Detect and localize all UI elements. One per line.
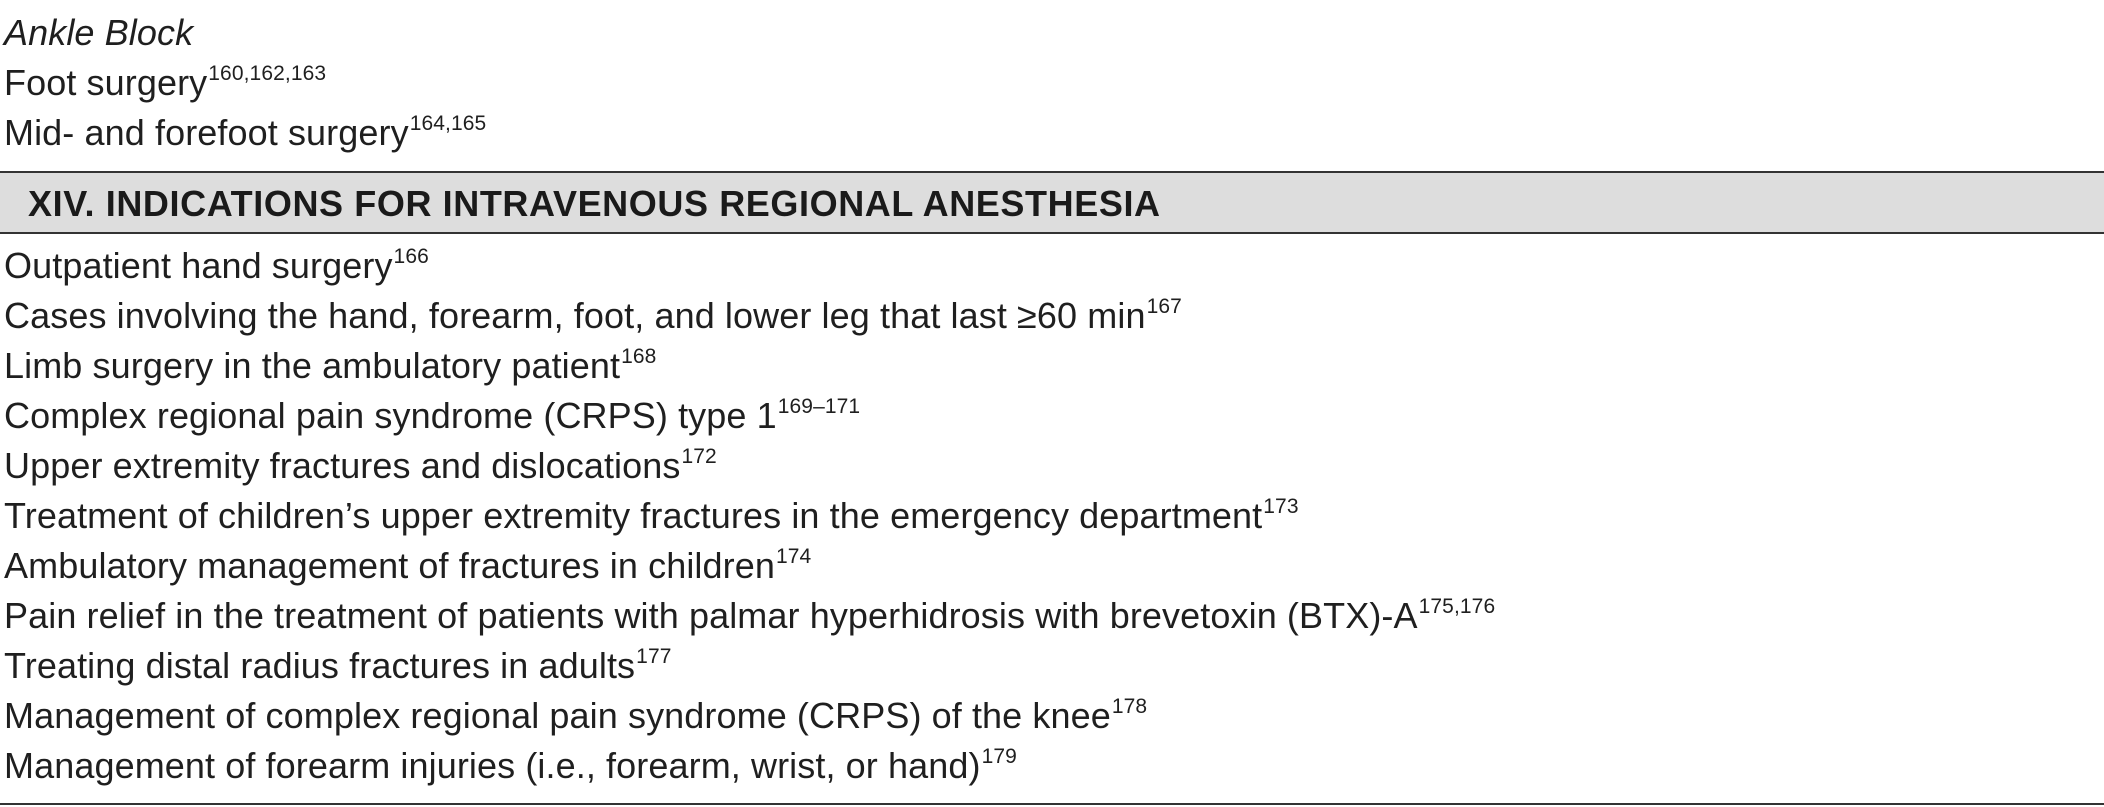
reference-superscript: 167 xyxy=(1146,295,1182,318)
list-item xyxy=(4,58,326,108)
list-item xyxy=(4,108,486,158)
reference-superscript: 173 xyxy=(1263,495,1299,518)
list-item-text: Foot surgery xyxy=(4,62,208,103)
subsection-heading-ankle-block xyxy=(4,8,193,58)
list-item xyxy=(4,341,656,391)
reference-superscript: 175,176 xyxy=(1418,595,1496,618)
reference-superscript: 169–171 xyxy=(777,395,861,418)
list-item xyxy=(4,391,860,441)
list-item xyxy=(4,491,1299,541)
reference-superscript: 160,162,163 xyxy=(208,62,327,85)
list-item-text: Treatment of children’s upper extremity fractures in the emergency department xyxy=(4,495,1263,536)
reference-superscript: 166 xyxy=(393,245,429,268)
list-item-text: Cases involving the hand, forearm, foot, and lower leg that last ≥60 min xyxy=(4,295,1146,336)
list-item-text: Upper extremity fractures and dislocations xyxy=(4,445,681,486)
list-item-text: Complex regional pain syndrome (CRPS) type 1 xyxy=(4,395,777,436)
reference-superscript: 177 xyxy=(636,645,672,668)
reference-superscript: 174 xyxy=(775,545,812,568)
reference-superscript: 172 xyxy=(681,445,717,468)
subsection-heading-text: Ankle Block xyxy=(4,12,194,53)
reference-superscript: 164,165 xyxy=(409,112,487,135)
list-item-text: Pain relief in the treatment of patients with palmar hyperhidrosis with brevetoxin (BTX)-A xyxy=(4,595,1418,636)
list-item xyxy=(4,541,811,591)
section-heading: XIV. INDICATIONS FOR INTRAVENOUS REGIONAL ANESTHESIA xyxy=(28,183,1161,224)
list-item-text: Management of forearm injuries (i.e., forearm, wrist, or hand) xyxy=(4,745,981,786)
list-item xyxy=(4,241,429,291)
list-item xyxy=(4,641,672,691)
reference-superscript: 179 xyxy=(981,745,1017,768)
list-item xyxy=(4,591,1495,641)
list-item-text: Outpatient hand surgery xyxy=(4,245,393,286)
list-item-text: Management of complex regional pain syndrome (CRPS) of the knee xyxy=(4,695,1111,736)
list-item-text: Mid- and forefoot surgery xyxy=(4,112,409,153)
list-item-text: Limb surgery in the ambulatory patient xyxy=(4,345,621,386)
list-item-text: Treating distal radius fractures in adults xyxy=(4,645,636,686)
section-header-bar xyxy=(0,171,2104,234)
list-item-text: Ambulatory management of fractures in children xyxy=(4,545,775,586)
bottom-rule xyxy=(0,803,2104,805)
list-item xyxy=(4,441,717,491)
reference-superscript: 168 xyxy=(621,345,657,368)
list-item xyxy=(4,741,1017,791)
list-item xyxy=(4,691,1147,741)
reference-superscript: 178 xyxy=(1111,695,1148,718)
list-item xyxy=(4,291,1182,341)
